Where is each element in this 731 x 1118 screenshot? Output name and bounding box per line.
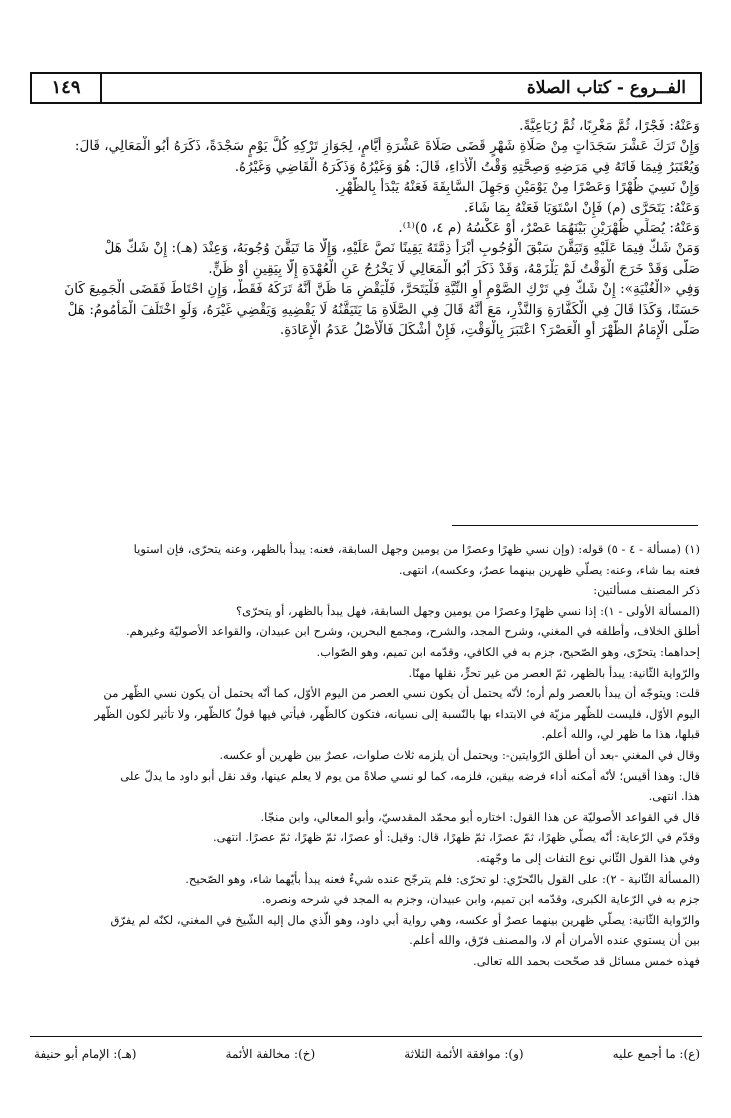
page-header	[30, 72, 702, 104]
footnote-line: وقدّم في الرّعاية: أنّه يصلّي ظهرًا، ثمّ عصرًا، ثمّ ظهرًا، قال: وقيل: أو عصرًا، ثمّ ظهرًا، ثمّ عصرًا. انتهى.	[212, 830, 700, 845]
legend-hanifa: (هـ): الإمام أبو حنيفة	[34, 1047, 137, 1061]
footnote-line: فعنه بما شاء، وعنه: يصلّي ظهرين بينهما عصرٌ، وعكسه)، انتهى.	[398, 562, 700, 577]
main-text	[34, 116, 700, 340]
footnote-line: (المسألة الأولى - ١): إذا نسي ظهرًا وعصرًا من يومين وجهل السابقة، فهل يبدأ بالظهر، أو يتحرّى؟	[236, 603, 700, 618]
footnote-line: وقال في المغني -بعد أن أطلق الرّوايتين-: ويحتمل أن يلزمه ثلاث صلوات، عصرٌ بين ظهرين أو عكسه.	[219, 747, 700, 762]
main-line: حَسَنًا، وَكَذَا قَالَ فِي الْكَفَّارَةِ وَالنَّذْرِ، مَعَ أَنَّهُ قَالَ فِي الصَّلَاةِ مَا يَتَيَقَّنُهُ لَا يَقْضِيهِ وَيَقْضِي غَيْرَهُ، وَلَوِ اخْتَلَفَ الْمَأْمُومُ: هَلْ	[67, 301, 700, 318]
main-line: وَفِي «الْغُنْيَةِ»: إِنْ شَكَّ فِي تَرْكِ الصَّوْمِ أَوِ النِّيَّةِ فَلْيَتَحَرَّ، فَلْيَقْضِ مَا ظَنَّ أَنَّهُ تَرَكَهُ فَقَطْ، وَإِنِ احْتَاطَ فَقَضَى الْجَمِيعَ كَانَ	[64, 281, 700, 298]
footnote-line: إحداهما: يتحرّى، وهو الصّحيح، جزم به في الكافي، وقدّمه ابن تميم، وهو الصّواب.	[316, 644, 700, 659]
footnote-line: وفي هذا القول الثّاني نوع التفات إلى ما وجّهته.	[476, 850, 700, 865]
legend-khilaf: (خ): مخالفة الأئمة	[225, 1047, 316, 1061]
footnote-line: والرّواية الثّانية: يصلّي ظهرين بينهما عصرٌ أو عكسه، وهي رواية أبي داود، وهو الّذي مال إليه الشّيخ في المغني، لكنّه لم يفرّق	[110, 912, 700, 927]
footnote-line: قال في القواعد الأصوليّة عن هذا القول: اختاره أبو محمّد المقدسيّ، وأبو المعالي، وابن منجّا.	[260, 809, 700, 824]
footnote-line: اليوم الأوّل، فليست للظّهر مزيّة في الابتداء بها بالنّسبة إلى نسيانه، فتكون كالظّهر، فيأتي فيها قولٌ كالظّهر، ولا تأثير لكون الظّهر	[94, 706, 700, 721]
main-line: وَمَنْ شَكَّ فِيمَا عَلَيْهِ وَتَيَقَّنَ سَبْقَ الْوُجُوبِ أَبْرَأَ ذِمَّتَهُ يَقِينًا نَصَّ عَلَيْهِ، وَإِلَّا مَا تَيَقَّنَ وُجُوبَهُ، وَعِنْدَ (هـ): إِنْ شَكَّ هَلْ	[104, 240, 700, 257]
main-line: وَإِنْ تَرَكَ عَشْرَ سَجَدَاتٍ مِنْ صَلَاةِ شَهْرٍ قَضَى صَلَاةَ عَشْرَةِ أَيَّامٍ، لِجَوَازِ تَرْكِهِ كُلَّ يَوْمٍ سَجْدَةً، ذَكَرَهُ أَبُو الْمَعَالِي، قَالَ:	[74, 138, 700, 155]
footnote-line: (المسألة الثّانية - ٢): على القول بالتّحرّي: لو تحرّى: فلم يترجّح عنده شيءٌ فعنه يبدأ بأيّهما شاء، وهو الصّحيح.	[185, 871, 700, 886]
footnote-line: قلت: ويتوجّه أن يبدأ بالعصر ولم أره؛ لأنّه يحتمل أن يكون نسي العصر من اليوم الأوّل، كما أنّه يحتمل أن يكون نسي الظّهر من	[103, 686, 700, 701]
footnotes	[34, 539, 700, 971]
footnote-line: قال: وهذا أقيس؛ لأنّه أمكنه أداء فرضه بيقين، فلزمه، كما لو نسي صلاةً من يوم لا يعلم عينها، وقد نقل أبو داود ما يدلّ على	[120, 768, 700, 783]
footnote-line: هذا. انتهى.	[648, 789, 700, 804]
legend-ijma: (ع): ما أجمع عليه	[612, 1047, 700, 1061]
main-line: وَعَنْهُ: فَجْرًا، ثُمَّ مَغْرِبًا، ثُمَّ رُبَاعِيَّةً.	[519, 118, 700, 134]
main-line: وَعَنْهُ: يَتَحَرَّى (م) فَإِنْ اسْتَوَيَا فَعَنْهُ بِمَا شَاءَ.	[463, 199, 700, 216]
main-line: صَلَّى الْإِمَامُ الظُّهْرَ أَوِ الْعَصْرَ؟ اعْتَبَرَ بِالْوَقْتِ، فَإِنْ أَشْكَلَ فَالْأَصْلُ عَدَمُ الْإِعَادَةِ.	[279, 322, 700, 339]
footnote-line: أطلق الخلاف، وأطلقه في المغني، وشرح المجد، والشرح، ومجمع البحرين، وشرح ابن عبيدان، والقواعد الأصوليّة وغيرهم.	[125, 624, 700, 639]
footnote-line: (١) (مسألة - ٤ - ٥) قوله: (وإن نسي ظهرًا وعصرًا من يومين وجهل السابقة، فعنه: يبدأ بالظهر، وعنه يتحرّى، فإن استويا	[133, 542, 700, 556]
footnote-separator	[452, 525, 698, 526]
footnote-line: ذكر المصنف مسألتين:	[593, 583, 700, 598]
symbol-legend	[34, 1042, 700, 1066]
main-line: وَإِنْ نَسِيَ ظُهْرًا وَعَصْرًا مِنْ يَوْمَيْنِ وَجَهِلَ السَّابِقَةَ فَعَنْهُ يَبْدَأُ بِالظُّهْرِ.	[334, 179, 700, 196]
footnote-line: بين أن يستوي عنده الأمران أم لا، والمصنف فرّق، والله أعلم.	[409, 933, 700, 948]
footer-rule	[30, 1036, 702, 1037]
main-line: صَلَّى وَقَدْ خَرَجَ الْوَقْتُ لَمْ يَلْزَمْهُ، وَقَدْ ذَكَرَ أَبُو الْمَعَالِي لَا يَخْرُجُ عَنِ الْعُهْدَةِ إِلَّا بِيَقِينٍ أَوْ ظَنٍّ.	[208, 260, 700, 277]
main-line: وَعَنْهُ: يُصَلِّي ظُهْرَيْنِ بَيْنَهُمَا عَصْرٌ، أَوْ عَكْسُهُ (م ٤، ٥)⁽¹⁾.	[398, 220, 700, 237]
legend-wifaq: (و): موافقة الأئمة الثلاثة	[404, 1047, 524, 1061]
footnote-line: جزم به في الرّعاية الكبرى، وقدّمه ابن تميم، وابن عبيدان، وجزم به المجد في شرحه ونصره.	[261, 892, 700, 907]
running-title: الفــروع - كتاب الصلاة	[526, 78, 686, 98]
page-number: ١٤٩	[32, 74, 102, 102]
footnote-line: فهذه خمس مسائل قد صحّحت بحمد الله تعالى.	[473, 953, 700, 968]
footnote-line: والرّواية الثّانية: يبدأ بالظهر، ثمّ العصر من غير تحرٍّ، نقلها مهنّا.	[408, 665, 700, 680]
footnote-line: قبلها، هذا ما ظهر لي، والله أعلم.	[541, 727, 700, 742]
main-line: وَيُعْتَبَرُ فِيمَا فَاتَهُ فِي مَرَضِهِ وَصِحَّتِهِ وَقْتُ الْأَدَاءِ، قَالَ: هُوَ وَغَيْرُهُ وَذَكَرَهُ الْقَاضِي وَغَيْرُهُ.	[234, 158, 700, 175]
